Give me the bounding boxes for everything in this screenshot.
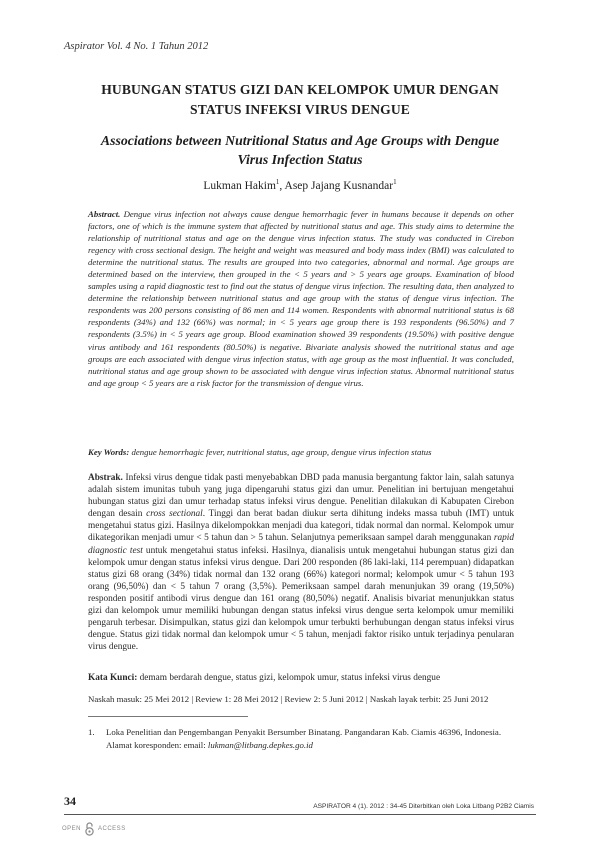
open-access-label-left: OPEN <box>62 826 82 832</box>
footnote-email[interactable]: lukman@litbang.depkes.go.id <box>207 739 313 750</box>
author-1: Lukman Hakim <box>203 179 276 192</box>
journal-header: Aspirator Vol. 4 No. 1 Tahun 2012 <box>64 41 209 52</box>
footer-citation: ASPIRATOR 4 (1). 2012 : 34-45 Diterbitkan oleh Loka Litbang P2B2 Ciamis <box>313 803 534 810</box>
keywords-english-label: Key Words: <box>88 447 130 457</box>
abstract-indonesian-text-1: Infeksi virus dengue tidak pasti menyebabkan DBD pada manusia bergantung faktor lain, salah satunya adalah sistem imunitas tubuh yang juga dipengaruhi status gizi dan umur. Penelitian ini bertujuan mengetahui hubungan status gizi dan umur terhadap status infeksi virus dengue. Penelitian dilakukan di Kabupaten Cirebon dengan desain <box>88 473 514 520</box>
keywords-english <box>88 447 514 457</box>
abstract-indonesian-italic-1: cross sectional <box>146 509 203 520</box>
footnote-text: Loka Penelitian dan Pengembangan Penyakit Bersumber Binatang. Pangandaran Kab. Ciamis 46396, Indonesia. Alamat koresponden: email: <box>106 727 502 750</box>
keywords-english-text: dengue hemorrhagic fever, nutritional status, age group, dengue virus infection status <box>131 447 432 457</box>
abstract-english <box>88 208 514 389</box>
footnote-number: 1. <box>88 727 95 737</box>
abstract-indonesian-text-2: . Tinggi dan berat badan diukur serta dihitung indeks massa tubuh (IMT) untuk mengetahui status gizi. Hasilnya dikelompokkan menjadi dua kategori, tidak normal dan normal. Kelompok umur dikategorikan menjadi umur < 5 tahun dan > 5 tahun. Selanjutnya pemeriksaan sampel darah menggunakan <box>88 509 515 544</box>
abstract-indonesian-label: Abstrak. <box>88 473 123 483</box>
author-2-affiliation: 1 <box>393 178 397 186</box>
title-indonesian-line-1: HUBUNGAN STATUS GIZI DAN KELOMPOK UMUR DENGAN <box>101 82 499 97</box>
title-english-line-1: Associations between Nutritional Status and Age Groups with Dengue <box>100 133 500 148</box>
keywords-indonesian-label: Kata Kunci: <box>88 673 138 683</box>
author-1-affiliation: 1 <box>275 178 280 186</box>
title-english <box>70 131 530 169</box>
open-access-label-right: ACCESS <box>98 826 126 832</box>
keywords-indonesian-text: demam berdarah dengue, status gizi, kelompok umur, status infeksi virus dengue <box>139 673 441 683</box>
abstract-english-label: Abstract. <box>88 209 121 219</box>
author-separator: , <box>279 179 285 192</box>
abstract-indonesian <box>88 472 514 653</box>
keywords-indonesian <box>88 673 514 683</box>
title-english-line-2: Virus Infection Status <box>237 152 363 167</box>
author-2: Asep Jajang Kusnandar <box>284 179 394 192</box>
manuscript-dates: Naskah masuk: 25 Mei 2012 | Review 1: 28 Mei 2012 | Review 2: 5 Juni 2012 | Naskah layak terbit: 25 Juni 2012 <box>88 694 489 704</box>
title-indonesian-line-2: STATUS INFEKSI VIRUS DENGUE <box>190 102 410 117</box>
authors <box>70 178 530 192</box>
footnote <box>88 726 528 751</box>
open-lock-icon <box>84 822 95 836</box>
page-number: 34 <box>64 794 76 808</box>
footnote-divider <box>88 716 248 717</box>
title-indonesian <box>70 80 530 120</box>
footer-divider <box>64 814 536 815</box>
abstract-indonesian-italic-2: rapid diagnostic test <box>88 533 514 556</box>
abstract-indonesian-text-3: untuk mengetahui status infeksi. Hasilnya, dianalisis untuk mengetahui hubungan status gizi dan kelompok umur dengan status infeksi virus dengue. Dari 200 responden (86 laki-laki, 114 perempuan) didapatkan status gizi 68 orang (34%) tidak normal dan 132 orang (66%) kategori normal; kelompok umur < 5 tahun 193 orang (96,50%) dan < 5 tahun 7 orang (3,5%). Pemeriksaan sampel darah menunjukan 39 orang (19,50%) responden positif antibodi virus dengue dan 161 orang (80,50%) negatif. Analisis bivariat menunjukkan status gizi dan kelompok umur memiliki hubungan dengan status infeksi virus dengue serta kelompok umur memiliki pengaruh terbesar. Disimpulkan, status gizi dan kelompok umur terbukti berhubungan dengan status infeksi virus dengue. Status gizi tidak normal dan kelompok umur < 5 tahun, menjadi faktor risiko untuk terjadinya penularan virus dengue. <box>88 545 514 653</box>
abstract-english-text: Dengue virus infection not always cause dengue hemorrhagic fever in humans because it depends on other factors, one of which is the immune system that affected by nutritional status and age. This study aims to determine the relationship of nutritional status and age on the dengue virus infection status. The study was conducted in Cirebon regency with cross sectional design. The height and weight was measured and body mass index (BMI) was calculated to determine the nutritional status. The results are grouped into two categories, abnormal and normal. Age groups are determined based on the interview, then grouped in the < 5 years and > 5 years age groups. Examination of blood samples using a rapid diagnostic test to find out the status of dengue virus infection. The resulting data, then analyzed to determine the relationship between nutritional status and age group with the status of dengue virus infection. The respondents was 200 persons consisting of 86 men and 114 women. Respondents with abnormal nutritional status is 68 respondents (34%) and 132 (66%) was normal; in < 5 years age group there is 193 respondents (96.50%) and 7 respondents (3.5%) in < 5 years age group. Blood examination showed 39 respondents (19.50%) with positive dengue virus antibody and 161 respondents (80.50%) is negative. Bivariate analysis showed the nutritional status and age groups are each associated with dengue virus infection status, with age group as the most influential. It was concluded, nutritional status and age group shown to be associated with dengue virus infection status. Abnormal nutritional status and age group < 5 years are a risk factor for the transmission of dengue virus. <box>88 209 514 388</box>
open-access-logo <box>62 822 126 836</box>
